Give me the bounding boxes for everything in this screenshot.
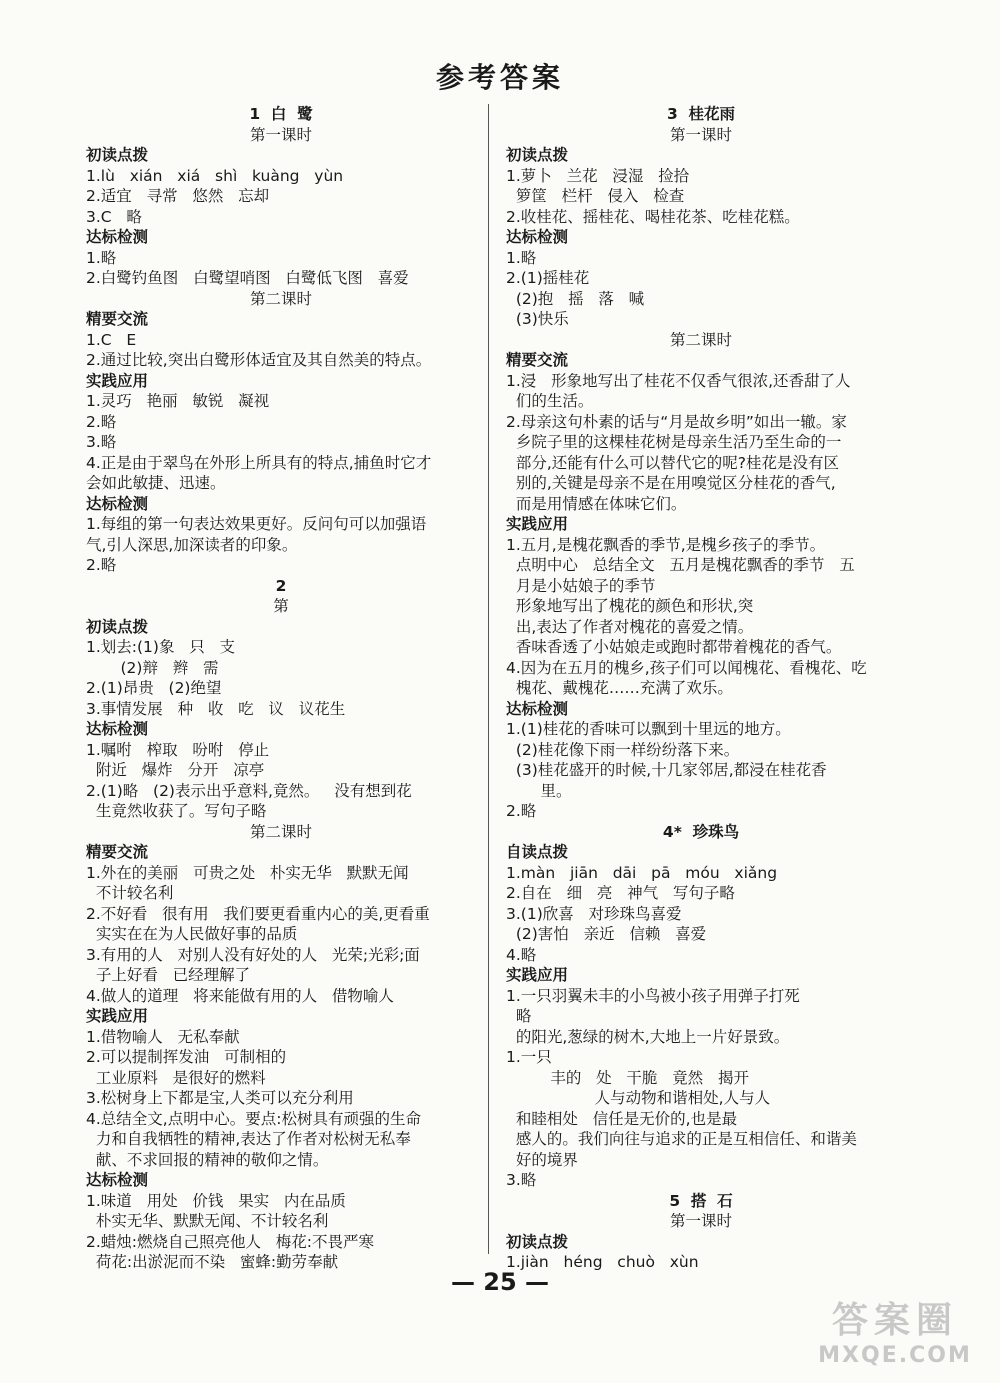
answer-line: 月是小姑娘子的季节 bbox=[506, 576, 656, 595]
answer-line: 4.略 bbox=[506, 945, 537, 964]
answer-line: 而是用情感在体味它们。 bbox=[506, 494, 687, 513]
answer-line: 1.(1)桂花的香味可以飘到十里远的地方。 bbox=[506, 720, 791, 738]
answer-line: 4.正是由于翠鸟在外形上所具有的特点,捕鱼时它才 bbox=[86, 453, 432, 472]
lesson-heading: 2 bbox=[275, 576, 287, 595]
answer-line: 1.jiàn héng chuò xùn bbox=[506, 1253, 699, 1271]
answer-line: 槐花、戴槐花……充满了欢乐。 bbox=[506, 679, 733, 697]
answer-line: 1.嘱咐 榨取 吩咐 停止 bbox=[86, 740, 270, 759]
section-heading: 实践应用 bbox=[506, 515, 569, 533]
lesson-heading: 1 白 鹭 bbox=[249, 105, 313, 123]
answer-line: 4.因为在五月的槐乡,孩子们可以闻槐花、看槐花、吃 bbox=[506, 658, 867, 677]
answer-line: 1.外在的美丽 可贵之处 朴实无华 默默无闻 bbox=[86, 863, 409, 882]
page-number: — 25 — bbox=[450, 1268, 550, 1296]
answer-line: 3.有用的人 对别人没有好处的人 光荣;光彩;面 bbox=[86, 945, 420, 964]
section-heading: 精要交流 bbox=[506, 351, 569, 369]
answer-line: 2.(1)略 (2)表示出乎意料,竟然。 没有想到花 bbox=[86, 781, 412, 800]
answer-line: (3)桂花盛开的时候,十几家邻居,都浸在桂花香 bbox=[506, 761, 827, 779]
section-heading: 达标检测 bbox=[86, 494, 149, 513]
answer-line: 略 bbox=[506, 1007, 532, 1025]
right-answer-column bbox=[506, 104, 896, 1273]
answer-line: 2.略 bbox=[86, 556, 117, 574]
section-heading: 初读点拨 bbox=[506, 146, 569, 164]
answer-line: 3.略 bbox=[506, 1171, 537, 1189]
lesson-subheading: 第一课时 bbox=[249, 125, 312, 144]
answer-line: 1.味道 用处 价钱 果实 内在品质 bbox=[86, 1191, 346, 1210]
answer-line: 朴实无华、默默无闻、不计较名利 bbox=[86, 1212, 329, 1230]
section-heading: 精要交流 bbox=[86, 843, 149, 861]
answer-line: 实实在在为人民做好事的品质 bbox=[86, 925, 298, 943]
answer-line: 3.C 略 bbox=[86, 207, 142, 226]
answer-line: 1.浸 形象地写出了桂花不仅香气很浓,还香甜了人 bbox=[506, 371, 851, 390]
column-divider bbox=[488, 104, 489, 1254]
lesson-heading: 4* 珍珠鸟 bbox=[662, 822, 740, 841]
answer-line: 里。 bbox=[506, 781, 572, 800]
answer-line: 1.略 bbox=[86, 248, 117, 267]
section-heading: 达标检测 bbox=[86, 720, 149, 738]
answer-line: 1.C E bbox=[86, 330, 137, 349]
answer-line: 1.借物喻人 无私奉献 bbox=[86, 1027, 240, 1046]
section-heading: 初读点拨 bbox=[86, 617, 149, 636]
lesson-subheading: 第一课时 bbox=[669, 1212, 732, 1230]
answer-line: 会如此敏捷、迅速。 bbox=[86, 474, 226, 492]
answer-line: 们的生活。 bbox=[506, 392, 594, 410]
section-heading: 达标检测 bbox=[86, 1171, 149, 1189]
watermark-logo-text: 答案圈 bbox=[831, 1299, 958, 1341]
section-heading: 精要交流 bbox=[86, 310, 149, 328]
answer-line: (2)害怕 亲近 信赖 喜爱 bbox=[506, 925, 707, 943]
answer-line: 2.自在 细 亮 神气 写句子略 bbox=[506, 884, 735, 902]
answer-line: 箩筐 栏杆 侵入 检查 bbox=[506, 187, 685, 205]
section-heading: 达标检测 bbox=[506, 228, 569, 246]
lesson-heading: 3 桂花雨 bbox=[666, 105, 736, 123]
answer-line: 人与动物和谐相处,人与人 bbox=[506, 1089, 771, 1107]
answer-line: 3.略 bbox=[86, 433, 117, 451]
answer-line: 不计较名利 bbox=[86, 884, 174, 902]
answer-line: 荷花:出淤泥而不染 蜜蜂:勤劳奉献 bbox=[86, 1253, 339, 1271]
answer-line: 感人的。我们向往与追求的正是互相信任、和谐美 bbox=[506, 1130, 857, 1148]
answer-line: 部分,还能有什么可以替代它的呢?桂花是没有区 bbox=[506, 453, 840, 472]
answer-line: (2)辩 辫 需 bbox=[86, 658, 219, 677]
answer-line: 2.母亲这句朴素的话与“月是故乡明”如出一辙。家 bbox=[506, 412, 847, 431]
lesson-subheading: 第二课时 bbox=[669, 330, 732, 349]
answer-line: 工业原料 是很好的燃料 bbox=[86, 1068, 266, 1087]
section-heading: 初读点拨 bbox=[506, 1232, 569, 1251]
answer-line: 1.màn jiān dāi pā móu xiǎng bbox=[506, 863, 778, 882]
answer-line: 2.(1)摇桂花 bbox=[506, 269, 590, 287]
section-heading: 初读点拨 bbox=[86, 146, 149, 164]
answer-line: (2)抱 摇 落 喊 bbox=[506, 289, 645, 308]
answer-line: 2.不好看 很有用 我们要更看重内心的美,更看重 bbox=[86, 904, 430, 923]
answer-line: 丰的 处 干脆 竟然 揭开 bbox=[506, 1068, 749, 1087]
section-heading: 自读点拨 bbox=[506, 843, 569, 861]
answer-line: 2.略 bbox=[86, 412, 117, 431]
answer-line: 1.略 bbox=[506, 248, 537, 267]
answer-line: 点明中心 总结全文 五月是槐花飘香的季节 五 bbox=[506, 556, 855, 574]
answer-line: 力和自我牺牲的精神,表达了作者对松树无私奉 bbox=[86, 1130, 411, 1148]
page-title: 参考答案 bbox=[435, 61, 564, 94]
answer-line: 附近 爆炸 分开 凉亭 bbox=[86, 761, 265, 779]
left-answer-column bbox=[86, 104, 476, 1273]
answer-line: 乡院子里的这棵桂花树是母亲生活乃至生命的一 bbox=[506, 433, 842, 451]
answer-line: 子上好看 已经理解了 bbox=[86, 966, 251, 984]
answer-line: 1.灵巧 艳丽 敏锐 凝视 bbox=[86, 392, 270, 410]
answer-line: 2.收桂花、摇桂花、喝桂花茶、吃桂花糕。 bbox=[506, 207, 800, 226]
answer-line: 4.总结全文,点明中心。要点:松树具有顽强的生命 bbox=[86, 1109, 421, 1128]
answer-line: 1.lù xián xiá shì kuàng yùn bbox=[86, 166, 344, 185]
answer-line: 2.(1)昂贵 (2)绝望 bbox=[86, 679, 222, 697]
answer-line: 形象地写出了槐花的颜色和形状,突 bbox=[506, 597, 754, 615]
section-heading: 实践应用 bbox=[86, 371, 149, 390]
answer-line: 的阳光,葱绿的树木,大地上一片好景致。 bbox=[506, 1027, 790, 1046]
answer-line: 好的境界 bbox=[506, 1150, 578, 1169]
answer-line: 出,表达了作者对槐花的喜爱之情。 bbox=[506, 617, 754, 636]
lesson-subheading: 第一课时 bbox=[669, 125, 732, 144]
answer-line: 2.可以提制挥发油 可制相的 bbox=[86, 1048, 287, 1066]
answer-line: 别的,关键是母亲不是在用嗅觉区分桂花的香气, bbox=[506, 474, 836, 492]
answer-line: 1.五月,是槐花飘香的季节,是槐乡孩子的季节。 bbox=[506, 535, 826, 554]
answer-line: 香味香透了小姑娘走或跑时都带着槐花的香气。 bbox=[506, 638, 842, 656]
answer-line: 4.做人的道理 将来能做有用的人 借物喻人 bbox=[86, 986, 394, 1005]
answer-line: 和睦相处 信任是无价的,也是最 bbox=[506, 1109, 738, 1128]
lesson-subheading: 第二课时 bbox=[249, 822, 312, 841]
lesson-heading: 5 搭 石 bbox=[669, 1191, 733, 1210]
answer-line: 3.(1)欣喜 对珍珠鸟喜爱 bbox=[506, 904, 682, 923]
answer-line: 3.事情发展 种 收 吃 议 议花生 bbox=[86, 699, 346, 718]
answer-line: (3)快乐 bbox=[506, 310, 569, 328]
watermark-logo bbox=[800, 1292, 990, 1372]
answer-line: 2.蜡烛:燃烧自己照亮他人 梅花:不畏严寒 bbox=[86, 1232, 375, 1251]
section-heading: 实践应用 bbox=[506, 966, 569, 984]
answer-line: (2)桂花像下雨一样纷纷落下来。 bbox=[506, 740, 740, 759]
answer-line: 1.萝卜 兰花 浸湿 捡拾 bbox=[506, 166, 690, 185]
answer-line: 气,引人深思,加深读者的印象。 bbox=[86, 535, 298, 554]
answer-line: 2.白鹭钓鱼图 白鹭望哨图 白鹭低飞图 喜爱 bbox=[86, 269, 409, 287]
answer-line: 2.通过比较,突出白鹭形体适宜及其自然美的特点。 bbox=[86, 351, 432, 369]
answer-line: 献、不求回报的精神的敬仰之情。 bbox=[86, 1150, 329, 1169]
section-heading: 达标检测 bbox=[86, 228, 149, 246]
section-heading: 实践应用 bbox=[86, 1007, 149, 1025]
answer-line: 1.一只 bbox=[506, 1048, 552, 1066]
answer-line: 2.略 bbox=[506, 802, 537, 820]
watermark-url: MXQE.COM bbox=[818, 1343, 972, 1368]
answer-line: 生竟然收获了。写句子略 bbox=[86, 802, 267, 820]
answer-line: 1.一只羽翼未丰的小鸟被小孩子用弹子打死 bbox=[506, 986, 800, 1005]
answer-line: 1.划去:(1)象 只 支 bbox=[86, 638, 236, 656]
answer-line: 1.每组的第一句表达效果更好。反问句可以加强语 bbox=[86, 515, 427, 533]
lesson-subheading: 第二课时 bbox=[249, 289, 312, 308]
lesson-subheading: 第 bbox=[273, 597, 289, 615]
answer-line: 2.适宜 寻常 悠然 忘却 bbox=[86, 187, 270, 205]
section-heading: 达标检测 bbox=[506, 699, 569, 718]
answer-line: 3.松树身上下都是宝,人类可以充分利用 bbox=[86, 1089, 354, 1107]
